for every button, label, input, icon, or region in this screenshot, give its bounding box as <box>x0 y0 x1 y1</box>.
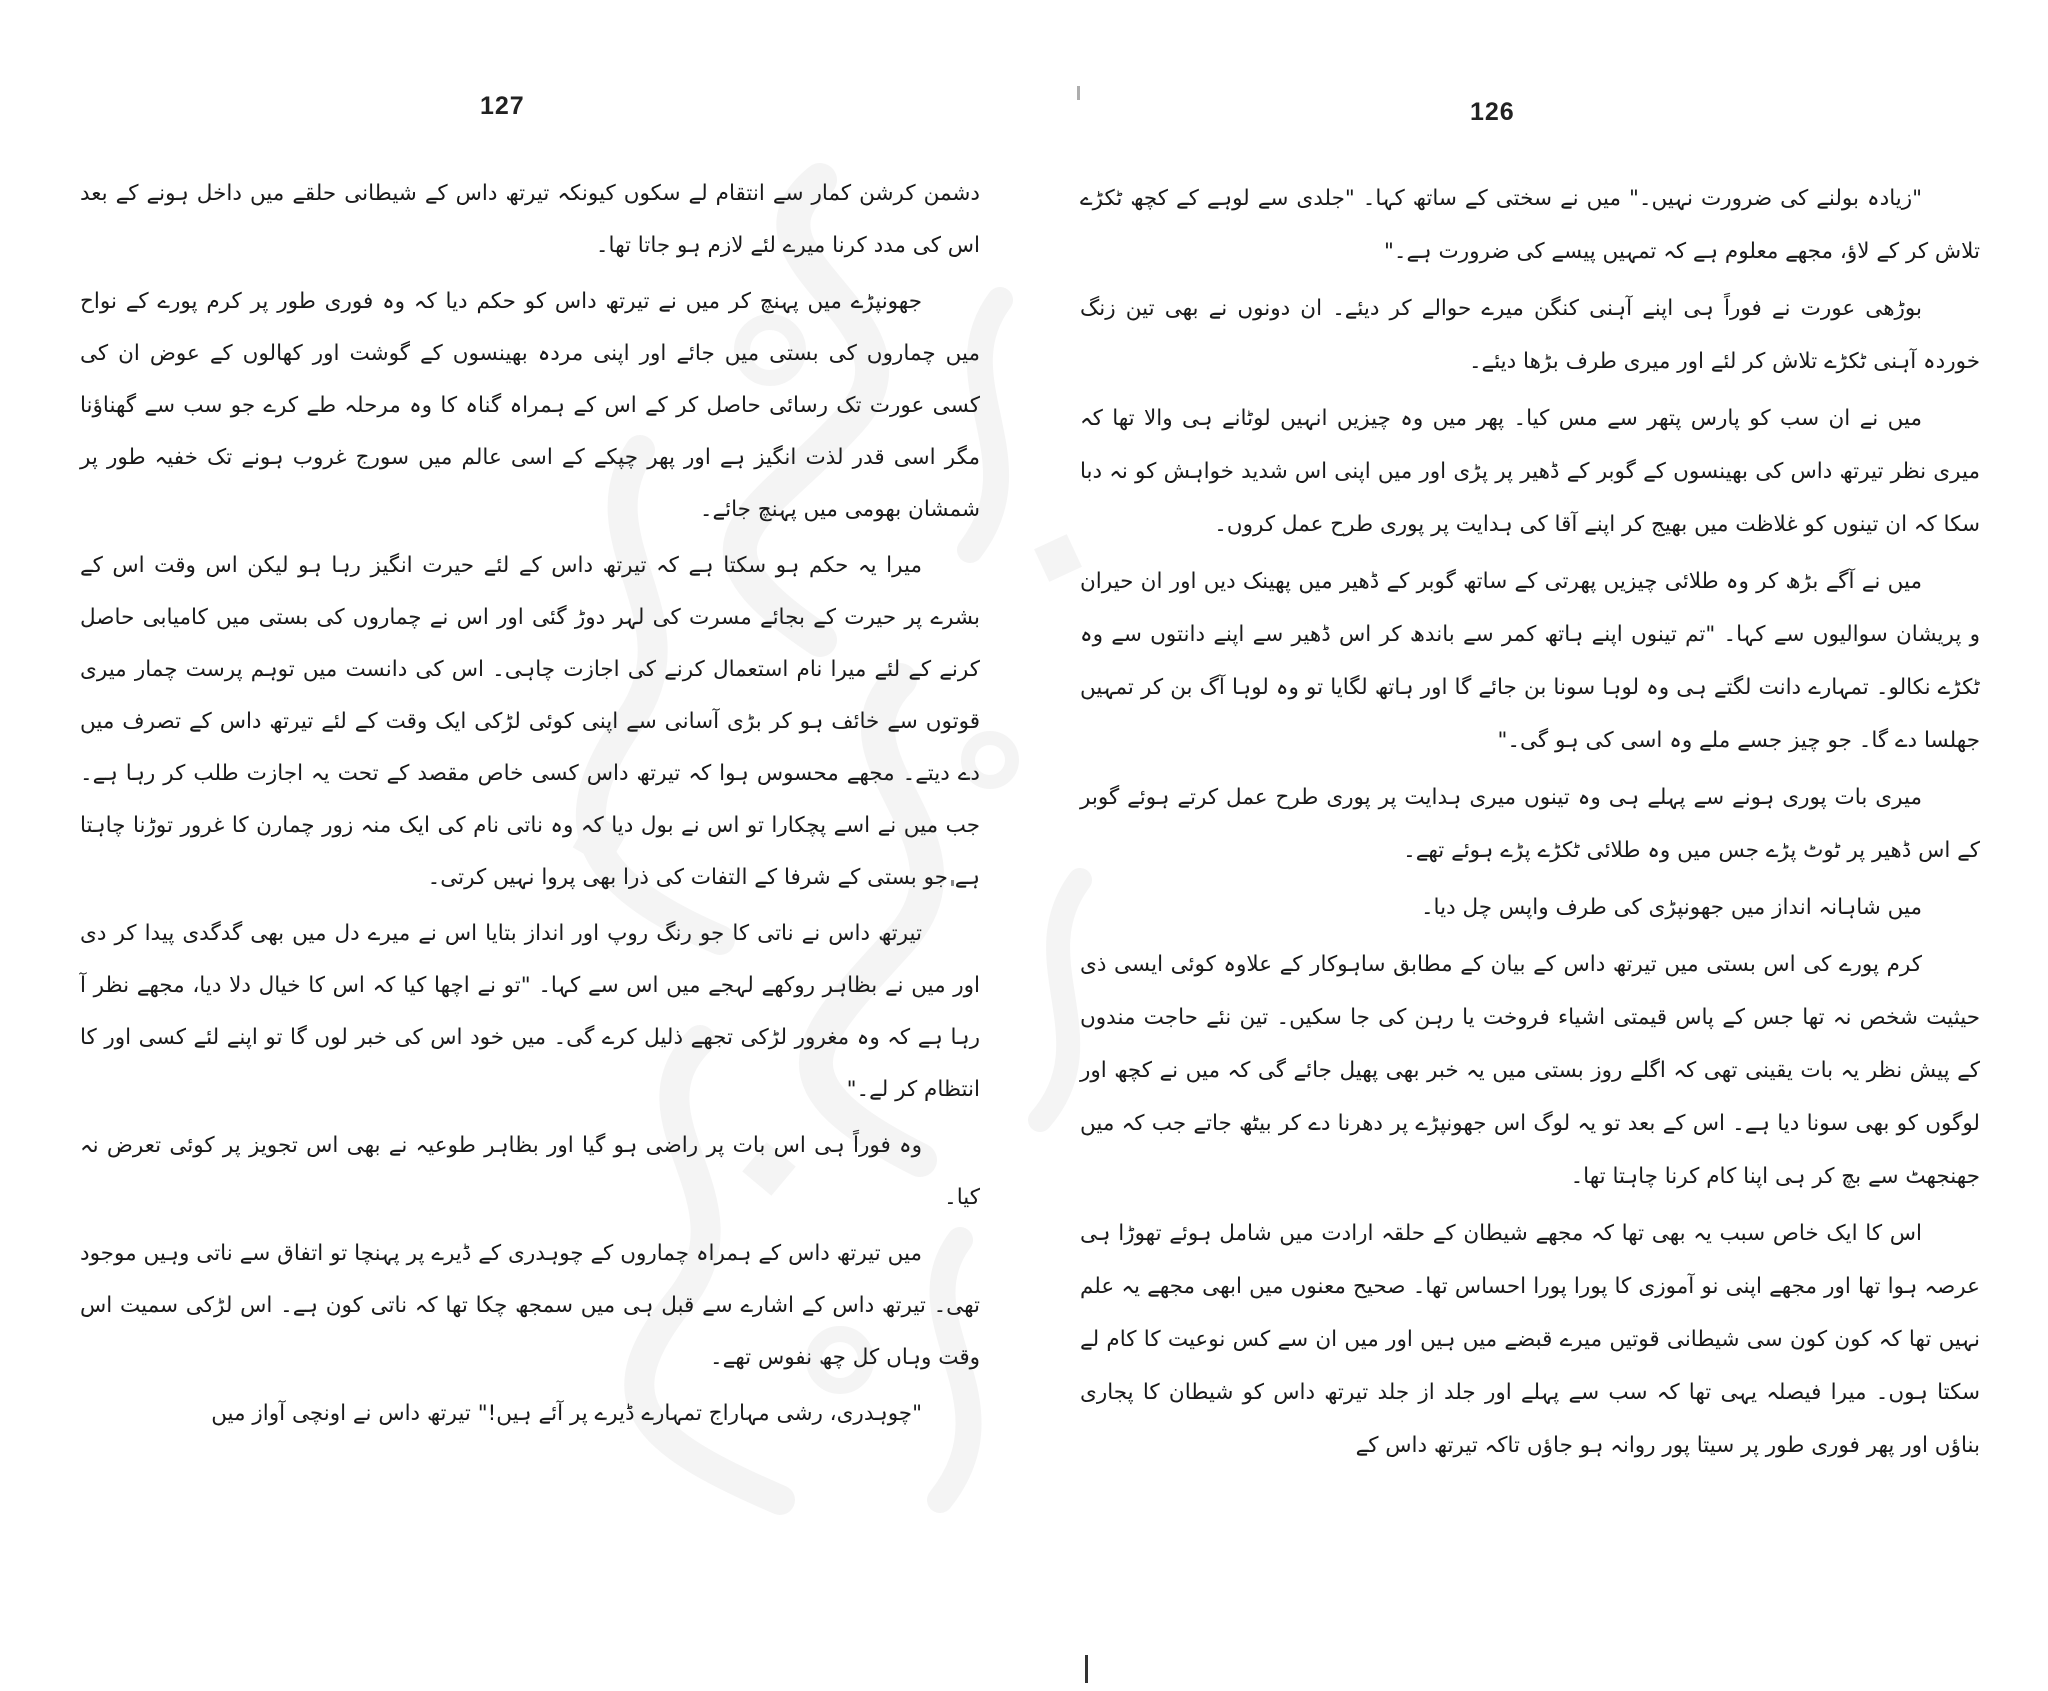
paragraph: تیرتھ داس نے ناتی کا جو رنگ روپ اور انداز بتایا اس نے میرے دل میں بھی گدگدی پیدا کر دی اور میں نے بظاہر روکھے لہجے میں اس سے کہا۔ "تو نے اچھا کیا کہ اس کا خیال دلا دیا، مجھے نظر آ رہا ہے کہ وہ مغرور لڑکی تجھے ذلیل کرے گی۔ میں خود اس کی خبر لوں گا تو اپنے لئے کسی اور کا انتظام کر لے۔" <box>80 921 980 1102</box>
page-body-text <box>80 168 980 1444</box>
paragraph: "چوہدری، رشی مہاراج تمہارے ڈیرے پر آئے ہیں!" تیرتھ داس نے اونچی آواز میں <box>211 1401 922 1426</box>
paragraph: میں نے ان سب کو پارس پتھر سے مس کیا۔ پھر میں وہ چیزیں انہیں لوٹانے ہی والا تھا کہ میری نظر تیرتھ داس کی بھینسوں کے گوبر کے ڈھیر پر پڑی اور میں اپنی اس شدید خواہش کو نہ دبا سکا کہ ان تینوں کو غلاظت میں بھیج کر اپنے آقا کی ہدایت پر پوری طرح عمل کروں۔ <box>1080 406 1980 537</box>
paragraph: میرا یہ حکم ہو سکتا ہے کہ تیرتھ داس کے لئے حیرت انگیز رہا ہو لیکن اس وقت اس کے بشرے پر حیرت کے بجائے مسرت کی لہر دوڑ گئی اور اس نے چماروں کی بستی میں کامیابی حاصل کرنے کے لئے میرا نام استعمال کرنے کی اجازت چاہی۔ اس کی دانست میں توہم پرست چمار میری قوتوں سے خائف ہو کر بڑی آسانی سے اپنی کوئی لڑکی ایک وقت کے لئے تیرتھ داس کے تصرف میں دے دیتے۔ مجھے محسوس ہوا کہ تیرتھ داس کسی خاص مقصد کے تحت یہ اجازت طلب کر رہا ہے۔ جب میں نے اسے پچکارا تو اس نے بول دیا کہ وہ ناتی نام کی ایک منہ زور چمارن کا غرور توڑنا چاہتا ہے جو بستی کے شرفا کے التفات کی ذرا بھی پروا نہیں کرتی۔ <box>80 553 980 890</box>
paragraph: دشمن کرشن کمار سے انتقام لے سکوں کیونکہ تیرتھ داس کے شیطانی حلقے میں داخل ہونے کے بعد اس کی مدد کرنا میرے لئے لازم ہو جاتا تھا۔ <box>80 181 980 258</box>
paragraph: میری بات پوری ہونے سے پہلے ہی وہ تینوں میری ہدایت پر پوری طرح عمل کرتے ہوئے گوبر کے اس ڈھیر پر ٹوٹ پڑے جس میں وہ طلائی ٹکڑے پڑے ہوئے تھے۔ <box>1080 785 1980 863</box>
page-number: 126 <box>1470 98 1515 126</box>
paragraph: میں شاہانہ انداز میں جھونپڑی کی طرف واپس چل دیا۔ <box>1420 895 1922 920</box>
paragraph: کرم پورے کی اس بستی میں تیرتھ داس کے بیان کے مطابق ساہوکار کے علاوہ کوئی ایسی ذی حیثیت شخص نہ تھا جس کے پاس قیمتی اشیاء فروخت یا رہن کی جا سکیں۔ تین نئے حاجت مندوں کے پیش نظر یہ بات یقینی تھی کہ اگلے روز بستی میں یہ خبر بھی پھیل جائے گی کہ میں نے کچھ اور لوگوں کو بھی سونا دیا ہے۔ اس کے بعد تو یہ لوگ اس جھونپڑے پر دھرنا دے کر بیٹھ جاتے جب کہ میں جھنجھٹ سے بچ کر ہی اپنا کام کرنا چاہتا تھا۔ <box>1080 952 1980 1189</box>
right-page <box>1080 0 1980 1691</box>
paragraph: جھونپڑے میں پہنچ کر میں نے تیرتھ داس کو حکم دیا کہ وہ فوری طور پر کرم پورے کے نواح میں چماروں کی بستی میں جائے اور اپنی مردہ بھینسوں کے گوشت اور کھالوں کے عوض ان کی کسی عورت تک رسائی حاصل کر کے اس کے ہمراہ گناہ کا وہ مرحلہ طے کرے جو سب سے گھناؤنا مگر اسی قدر لذت انگیز ہے اور پھر چپکے کے اسی عالم میں سورج غروب ہونے تک خفیہ طور پر شمشان بھومی میں پہنچ جائے۔ <box>80 289 980 522</box>
paragraph: "زیادہ بولنے کی ضرورت نہیں۔" میں نے سختی کے ساتھ کہا۔ "جلدی سے لوہے کے کچھ ٹکڑے تلاش کر کے لاؤ، مجھے معلوم ہے کہ تمہیں پیسے کی ضرورت ہے۔" <box>1080 186 1980 264</box>
paragraph: میں تیرتھ داس کے ہمراہ چماروں کے چوہدری کے ڈیرے پر پہنچا تو اتفاق سے ناتی وہیں موجود تھی۔ تیرتھ داس کے اشارے سے قبل ہی میں سمجھ چکا تھا کہ ناتی کون ہے۔ اس لڑکی سمیت اس وقت وہاں کل چھ نفوس تھے۔ <box>80 1241 980 1370</box>
page-body-text <box>1080 172 1980 1476</box>
page-number: 127 <box>480 92 525 120</box>
paragraph: اس کا ایک خاص سبب یہ بھی تھا کہ مجھے شیطان کے حلقہ ارادت میں شامل ہوئے تھوڑا ہی عرصہ ہوا تھا اور مجھے اپنی نو آموزی کا پورا پورا احساس تھا۔ صحیح معنوں میں ابھی مجھے یہ علم نہیں تھا کہ کون کون سی شیطانی قوتیں میرے قبضے میں ہیں اور میں ان سے کس نوعیت کا کام لے سکتا ہوں۔ میرا فیصلہ یہی تھا کہ سب سے پہلے اور جلد از جلد تیرتھ داس کو شیطان کا پجاری بناؤں اور پھر فوری طور پر سیتا پور روانہ ہو جاؤں تاکہ تیرتھ داس کے <box>1080 1221 1980 1458</box>
paragraph: بوڑھی عورت نے فوراً ہی اپنے آہنی کنگن میرے حوالے کر دیئے۔ ان دونوں نے بھی تین زنگ خوردہ آہنی ٹکڑے تلاش کر لئے اور میری طرف بڑھا دیئے۔ <box>1080 296 1980 374</box>
paragraph: وہ فوراً ہی اس بات پر راضی ہو گیا اور بظاہر طوعیہ نے بھی اس تجویز پر کوئی تعرض نہ کیا۔ <box>80 1133 980 1210</box>
left-page <box>80 0 980 1691</box>
paragraph: میں نے آگے بڑھ کر وہ طلائی چیزیں پھرتی کے ساتھ گوبر کے ڈھیر میں پھینک دیں اور ان حیران و پریشان سوالیوں سے کہا۔ "تم تینوں اپنے ہاتھ کمر سے باندھ کر اس ڈھیر سے اپنے دانتوں سے وہ ٹکڑے نکالو۔ تمہارے دانت لگتے ہی وہ لوہا سونا بن جائے گا اور ہاتھ لگایا تو وہ لوہا آگ بن کر تمہیں جھلسا دے گا۔ جو چیز جسے ملے وہ اسی کی ہو گی۔" <box>1080 569 1980 753</box>
